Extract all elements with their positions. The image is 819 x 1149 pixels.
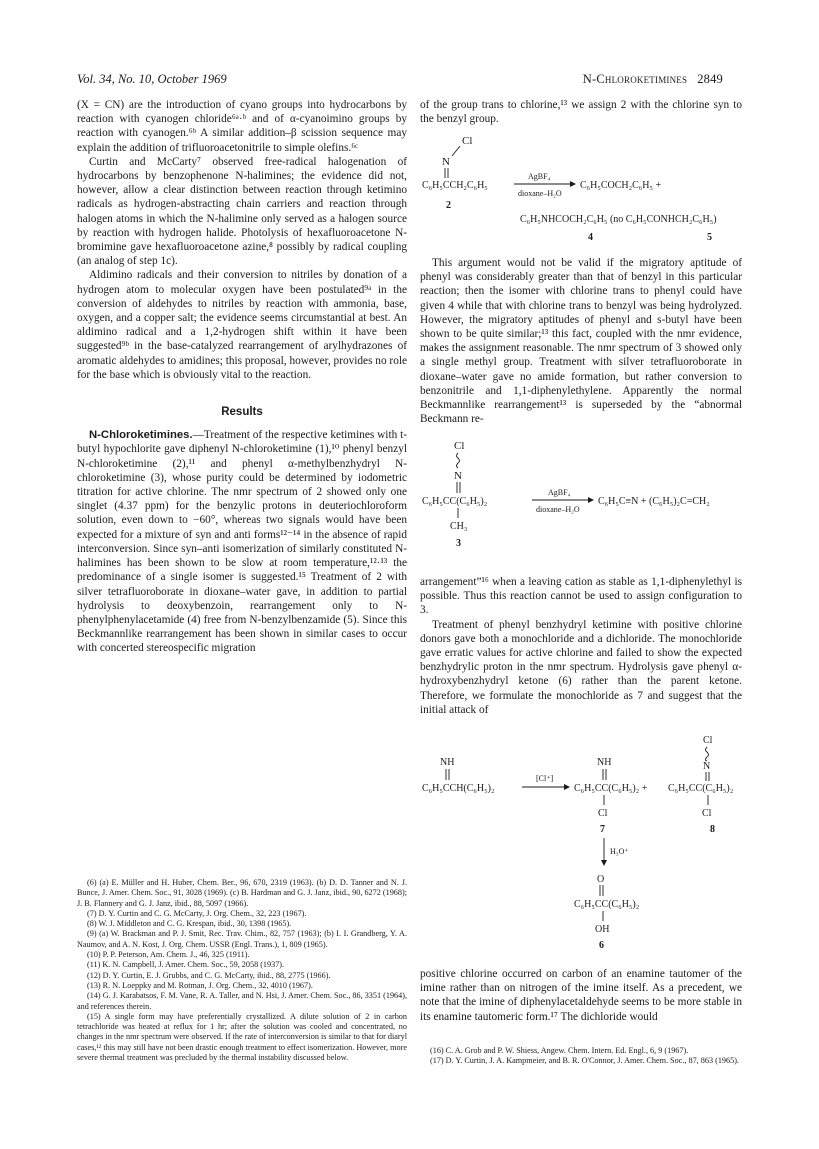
- product-formula: C₆H₅CC(C₆H₅)₂: [668, 783, 734, 794]
- page-number: 2849: [697, 72, 723, 86]
- imine-group: NH: [597, 757, 612, 768]
- paragraph: Treatment of phenyl benzhydryl ketimine with positive chlorine donors gave both a monochloride and a dichloride. The monochloride gave erratic values for active chlorine and failed to show the expected benzhydrylic proton in the nmr spectrum. Hydrolysis gave phenyl α-hydroxybenzhydryl ketone (6) rather than the parent ketone. Therefore, we formulate the monochloride as 7 and suggest that the initial attack of: [420, 618, 742, 716]
- chlorine-atom: Cl: [454, 440, 465, 452]
- chlorine-atom: Cl: [598, 808, 608, 819]
- solvent: dioxane–H₂O: [536, 505, 580, 514]
- product-formula: C₆H₅NHCOCH₂C₆H₅ (no C₆H₅CONHCH₂C₆H₅): [520, 214, 717, 225]
- paragraph: of the group trans to chlorine,¹³ we assign 2 with the chlorine syn to the benzyl group.: [420, 99, 742, 126]
- product-formula: C₆H₅COCH₂C₆H₅ +: [580, 180, 662, 191]
- subsection-lead: N-Chloroketimines.: [89, 429, 193, 442]
- reagent: AgBF₄: [528, 172, 551, 181]
- footnotes-right: [420, 1046, 742, 1067]
- footnote: (16) C. A. Grob and P. W. Shiess, Angew. Chem. Intern. Ed. Engl., 6, 9 (1967).: [430, 1046, 689, 1055]
- right-column-block: [420, 575, 742, 717]
- reaction-scheme-1: [420, 128, 750, 248]
- footnote: (17) D. Y. Curtin, J. A. Kampmeier, and B. R. O'Connor, J. Amer. Chem. Soc., 87, 863 (1965).: [430, 1056, 739, 1066]
- product-formula: C₆H₅CC(C₆H₅)₂: [574, 899, 640, 910]
- footnote: (7) D. Y. Curtin and C. G. McCarty, J. Org. Chem., 32, 223 (1967).: [87, 908, 307, 918]
- reagent: AgBF₄: [548, 488, 571, 497]
- reagent: [Cl⁺]: [536, 774, 554, 783]
- footnotes-left: [77, 878, 407, 1063]
- footnote: (11) K. N. Campbell, J. Amer. Chem. Soc., 59, 2058 (1937).: [87, 960, 285, 970]
- reaction-scheme-2: [420, 436, 750, 566]
- arrow-head: [570, 181, 576, 187]
- footnote: (15) A single form may have preferentially crystallized. A dilute solution of 2 in carbon tetrachloride was heated at reflux for 1 hr; after the solution was cooled and concentrated, no changes in the nmr spectrum were observed. If the rate of interconversion is similar to that for diaryl cases,¹² this may still have not been drastic enough treatment to effect isomerization. However, more severe thermal treatment was precluded by the thermal instability discussed below.: [77, 1011, 407, 1063]
- running-title: N-Chloroketimines: [582, 72, 688, 86]
- footnote: (9) (a) W. Brackman and P. J. Smit, Rec. Trav. Chim., 82, 757 (1963); (b) I. I. Grandberg, Y. A. Naumov, and A. N. Kost, J. Org. Chem. USSR (Engl. Trans.), 1, 809 (1965).: [77, 929, 407, 949]
- paragraph: Curtin and McCarty⁷ observed free-radical halogenation of hydrocarbons by benzophenone N-halimines; the evidence did not, however, allow a clear distinction between reaction through ketimino radicals as hydrogen-abstracting chain carriers and reaction through halogen atoms in which the N-halimine only served as a halogen source by reaction with hydrogen halide. Photolysis of hexafluoroacetone N-bromimine gave hexafluoroacetone azine,⁸ possibly by radical coupling (an analog of step 1c).: [77, 155, 407, 268]
- paragraph-body: —Treatment of the respective ketimines with t-butyl hypochlorite gave diphenyl N-chloroketimine (1),¹⁰ phenyl benzyl N-chloroketimine (2),¹¹ and phenyl α-methylbenzhydryl N-chloroketimine (3), whose purity could be determined by iodometric titration for active chlorine. The nmr spectrum of 2 showed only one singlet (4.37 ppm) for the benzylic protons in deuteriochloroform solution, even down to −60°, whereas two signals would have been expected for a mixture of syn and anti forms¹²⁻¹⁴ in the absence of rapid interconversion. Since syn–anti isomerization of similarly constituted N-halimines has been shown to be slow at room temperature,¹²·¹³ the predominance of a single isomer is suggested.¹⁵ Treatment of 2 with silver tetrafluoroborate in dioxane–water gave, in addition to partial hydrolysis to deoxybenzoin, rearrangement only to N-phenylphenylacetamide (4) free from N-benzylbenzamide (5). Since this Beckmannlike rearrangement has been shown in similar cases to occur with concerted stereospecific migration: [77, 429, 407, 655]
- section-heading: Results: [221, 406, 263, 419]
- compound-label: 7: [600, 824, 605, 835]
- chlorine-atom: Cl: [703, 735, 713, 746]
- oxygen-atom: O: [597, 874, 605, 885]
- nitrogen-atom: N: [703, 761, 711, 772]
- methyl-group: CH₃: [450, 521, 468, 532]
- chlorine-atom: Cl: [462, 135, 473, 147]
- arrow-head: [601, 860, 607, 866]
- product-formula: C₆H₅C≡N + (C₆H₅)₂C=CH₂: [598, 496, 710, 507]
- reaction-scheme-3: [420, 735, 750, 955]
- nitrogen-atom: N: [454, 470, 462, 482]
- left-column: [77, 98, 407, 656]
- arrow-head: [564, 784, 570, 790]
- bond: [452, 146, 460, 156]
- paragraph: Aldimino radicals and their conversion to nitriles by donation of a hydrogen atom to molecular oxygen have been postulated⁹ᵃ in the conversion of aldehydes to nitriles by reaction with ammonia, base, oxygen, and a copper salt; the evidence seems circumstantial at best. An aldimino radical and a 1,2-hydrogen shift within it have been suggested⁹ᵇ in the base-catalyzed rearrangement of arylhydrazones of aromatic aldehydes to amidines; this proposal, however, provides no role for the base which is obviously vital to the reaction.: [77, 269, 407, 381]
- running-header-right: [583, 72, 723, 87]
- reactant-formula: C₆H₅CC(C₆H₅)₂: [422, 496, 488, 507]
- right-column: [420, 98, 742, 126]
- paragraph: arrangement”¹⁶ when a leaving cation as stable as 1,1-diphenylethyl is possible. Thus this reaction cannot be used to assign configuration to 3.: [420, 576, 742, 617]
- chlorine-atom: Cl: [702, 808, 712, 819]
- reagent: H₃O⁺: [610, 847, 629, 856]
- compound-label: 4: [588, 232, 593, 243]
- footnote: (8) W. J. Middleton and C. G. Krespan, ibid., 30, 1398 (1965).: [87, 919, 292, 929]
- reactant-formula: C₆H₅CCH₂C₆H₅: [422, 180, 488, 191]
- right-column-block: [420, 256, 742, 426]
- footnote: (14) G. J. Karabatsos, F. M. Vane, R. A. Taller, and N. Hsi, J. Amer. Chem. Soc., 86, 3351 (1964), and references therein.: [77, 991, 407, 1011]
- product-formula: C₆H₅CC(C₆H₅)₂ +: [574, 783, 648, 794]
- compound-label: 8: [710, 824, 715, 835]
- nitrogen-atom: N: [442, 156, 450, 168]
- compound-label: 5: [707, 232, 712, 243]
- compound-label: 2: [446, 200, 451, 211]
- arrow-head: [588, 497, 594, 503]
- ionic-bond: [457, 453, 460, 468]
- compound-label: 3: [456, 538, 461, 549]
- ionic-bond: [706, 747, 709, 761]
- right-column-block: [420, 967, 742, 1024]
- imine-group: NH: [440, 757, 455, 768]
- footnote: (12) D. Y. Curtin, E. J. Grubbs, and C. G. McCarty, ibid., 88, 2775 (1966).: [87, 970, 331, 980]
- reactant-formula: C₆H₅CCH(C₆H₅)₂: [422, 783, 495, 794]
- solvent: dioxane–H₂O: [518, 189, 562, 198]
- running-header-left: Vol. 34, No. 10, October 1969: [77, 72, 227, 86]
- compound-label: 6: [599, 940, 604, 951]
- footnote: (13) R. N. Loeppky and M. Rotman, J. Org. Chem., 32, 4010 (1967).: [87, 980, 313, 990]
- footnote: (10) P. P. Peterson, Am. Chem. J., 46, 325 (1911).: [87, 950, 250, 960]
- paragraph: [77, 428, 407, 655]
- footnote: (6) (a) E. Müller and H. Huber, Chem. Ber., 96, 670, 2319 (1963). (b) D. D. Tanner and N. J. Bunce, J. Amer. Chem. Soc., 91, 3028 (1969). (c) B. Hardman and G. J. Janz, ibid., 90, 6272 (1968); J. B. Flannery and G. J. Janz, ibid., 88, 5097 (1966).: [77, 878, 407, 908]
- paragraph: positive chlorine occurred on carbon of an enamine tautomer of the imine rather than on nitrogen of the imine itself. As a precedent, we note that the imine of diphenylacetaldehyde seems to be more stable in its enamine tautomeric form.¹⁷ The dichloride would: [420, 968, 742, 1023]
- paragraph: (X = CN) are the introduction of cyano groups into hydrocarbons by reaction with cyanogen chloride⁶ᵃ·ᵇ and of α-cyanoimino groups by reaction with cyanogen.⁶ᵇ A similar addition–β scission sequence may explain the addition of trifluoroacetonitrile to simple olefins.⁶ᶜ: [77, 99, 407, 154]
- hydroxyl-group: OH: [595, 924, 610, 935]
- paragraph: This argument would not be valid if the migratory aptitude of phenyl was considerably greater than that of benzyl in this particular reaction; then the isomer with chlorine trans to phenyl could have given 4 while that with chlorine trans to benzyl was being hydrolyzed. However, the migratory aptitudes of phenyl and s-butyl have been shown to be quite similar;¹³ this fact, coupled with the nmr evidence, makes the assignment reasonable. The nmr spectrum of 3 showed only a single methyl group. Treatment with silver tetrafluoroborate in dioxane–water gave no amide formation, but rather conversion to benzonitrile and 1,1-diphenylethylene. Apparently the normal Beckmannlike rearrangement¹³ is superseded by the “abnormal Beckmann re-: [420, 257, 742, 426]
